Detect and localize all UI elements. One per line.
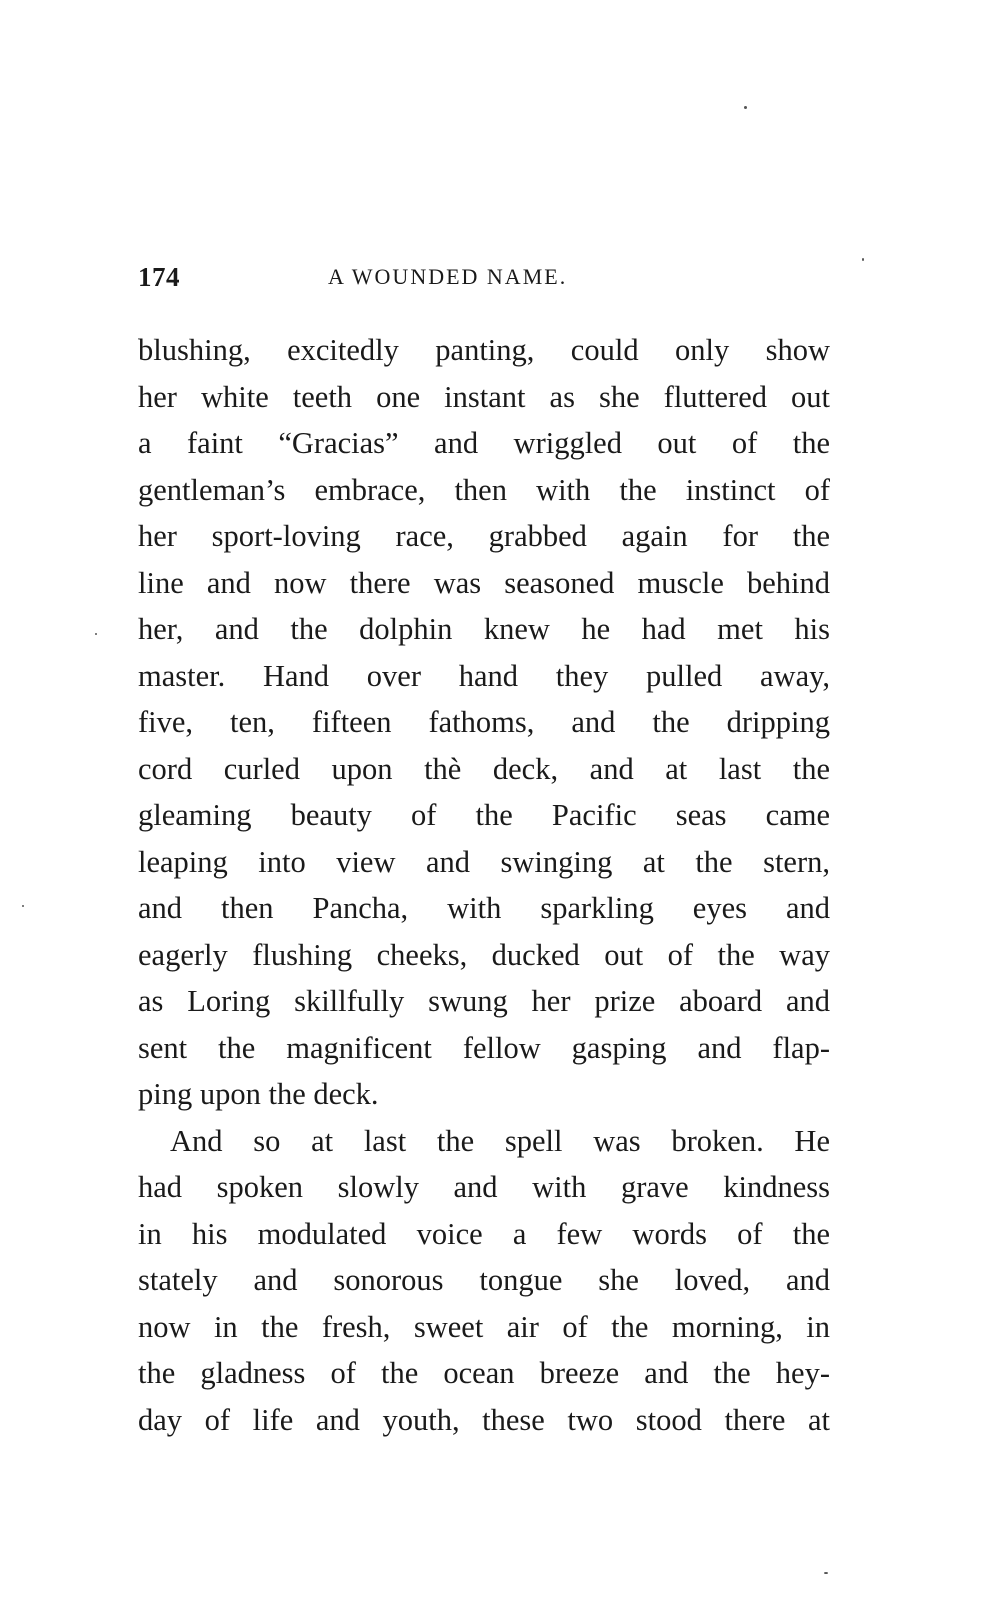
page-header: [138, 262, 830, 302]
text-line: blushing, excitedly panting, could only show: [138, 333, 830, 367]
text-line: her white teeth one instant as she fluttered out: [138, 379, 830, 414]
scan-speck: [824, 1572, 828, 1574]
scan-speck: [862, 258, 864, 261]
text-line: five, ten, fifteen fathoms, and the dripping: [138, 705, 830, 739]
text-line: and then Pancha, with sparkling eyes and: [138, 891, 830, 925]
text-line: ping upon the deck.: [138, 1077, 379, 1111]
text-line: gleaming beauty of the Pacific seas came: [138, 798, 830, 832]
page-number: 174: [138, 262, 180, 292]
text-line: now in the fresh, sweet air of the morning, in: [138, 1309, 830, 1344]
running-title: A WOUNDED NAME.: [328, 264, 568, 289]
text-line: as Loring skillfully swung her prize aboard and: [138, 984, 830, 1018]
text-line: sent the magnificent fellow gasping and flap-: [138, 1030, 830, 1065]
text-line: the gladness of the ocean breeze and the hey-: [138, 1356, 830, 1390]
text-line: stately and sonorous tongue she loved, and: [138, 1263, 830, 1297]
body-text: [138, 327, 830, 1443]
scan-speck: [744, 106, 747, 109]
text-line: master. Hand over hand they pulled away,: [138, 658, 830, 693]
text-line: in his modulated voice a few words of the: [138, 1216, 830, 1251]
text-line: her sport-loving race, grabbed again for the: [138, 519, 830, 553]
text-line: cord curled upon thè deck, and at last the: [138, 751, 830, 786]
text-line: her, and the dolphin knew he had met his: [138, 612, 830, 646]
scan-speck: [22, 905, 24, 907]
text-line: had spoken slowly and with grave kindness: [138, 1170, 830, 1204]
text-line: a faint “Gracias” and wriggled out of the: [138, 426, 830, 460]
paragraph: [138, 327, 830, 1118]
text-line: leaping into view and swinging at the stern,: [138, 844, 830, 879]
paragraph: [138, 1118, 830, 1444]
text-line: gentleman’s embrace, then with the instinct of: [138, 472, 830, 507]
text-line: day of life and youth, these two stood there at: [138, 1402, 830, 1437]
scan-speck: [95, 633, 97, 635]
text-line: line and now there was seasoned muscle behind: [138, 565, 830, 600]
text-line: eagerly flushing cheeks, ducked out of the way: [138, 937, 830, 972]
text-line: And so at last the spell was broken. He: [170, 1123, 830, 1158]
